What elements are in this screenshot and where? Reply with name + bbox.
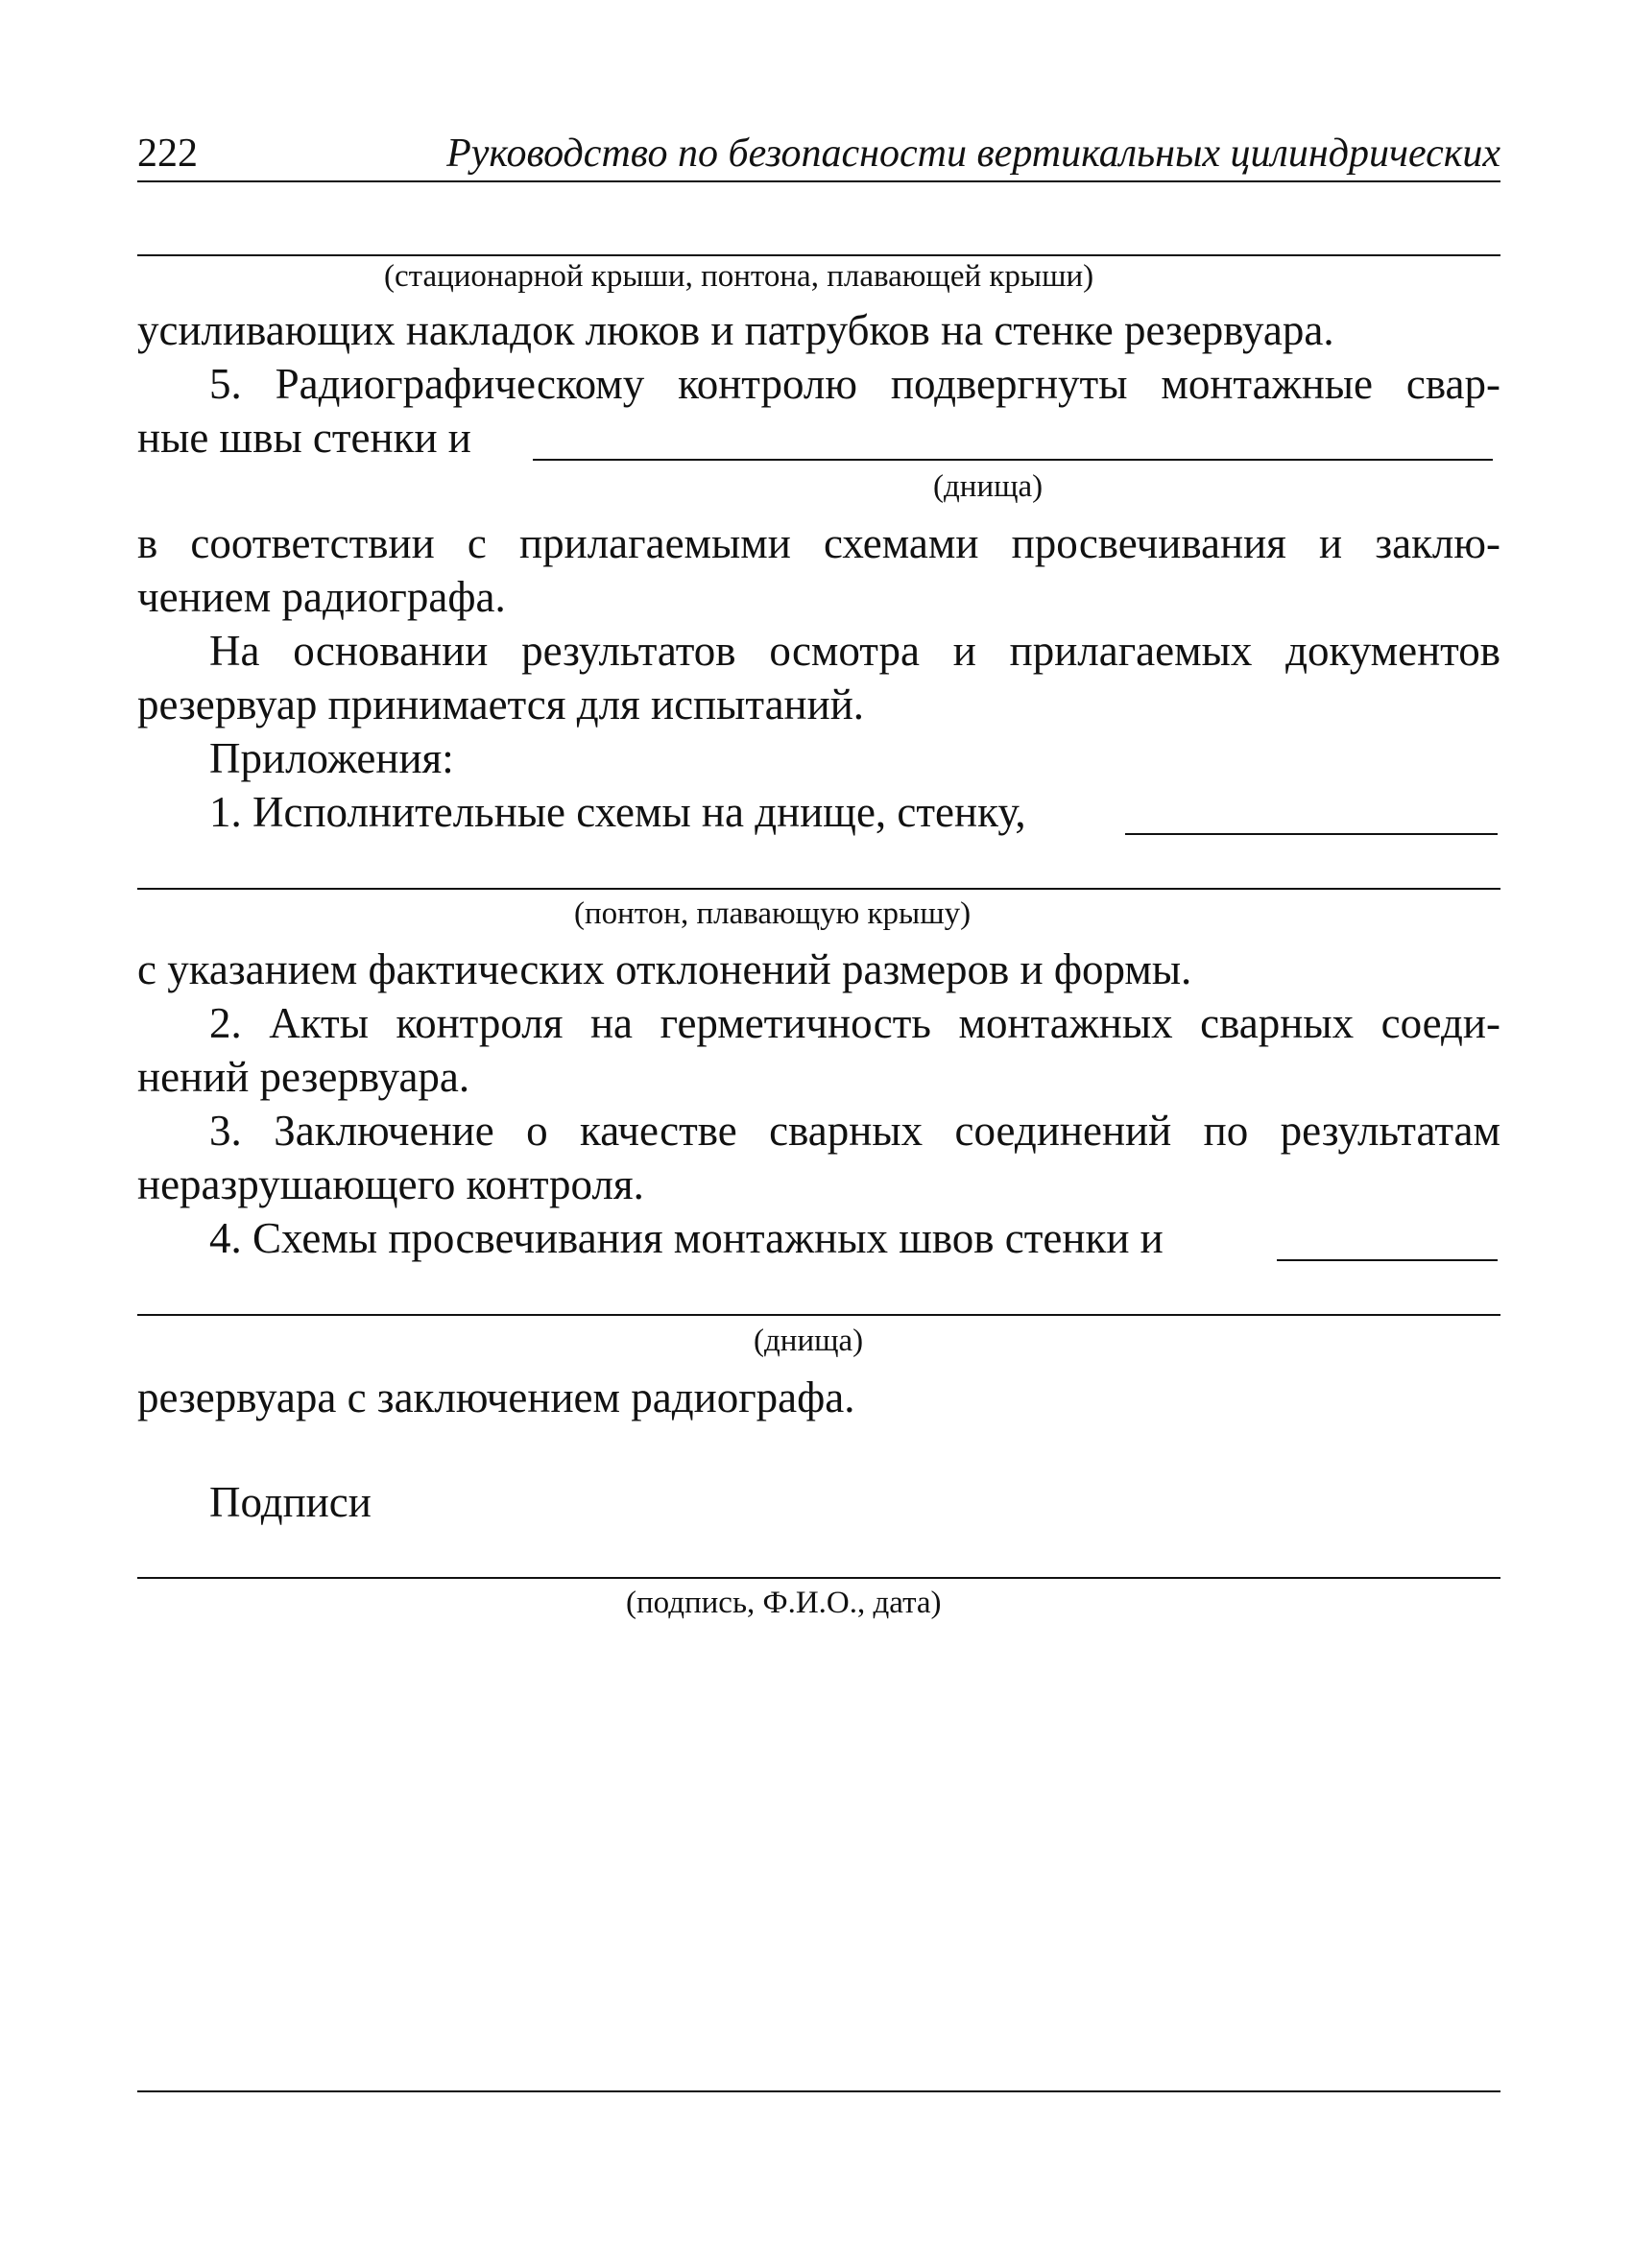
caption-bottom-2: (днища) (754, 1324, 864, 1358)
text-line: в соответствии с прилагаемыми схемами просвечивания и заклю- (137, 519, 1500, 567)
blank-line-appendix-4a (1277, 1259, 1498, 1261)
caption-bottom-1: (днища) (933, 469, 1044, 504)
caption-pontoon: (понтон, плавающую крышу) (574, 896, 972, 931)
page-number: 222 (137, 131, 198, 176)
blank-line-appendix-1b (137, 888, 1500, 890)
footer-rule (137, 2090, 1500, 2092)
running-title: Руководство по безопасности вертикальных цилиндрических (446, 131, 1500, 176)
blank-line-bottom-1 (533, 459, 1493, 461)
signatures-heading: Подписи (209, 1478, 372, 1526)
text-line: Приложения: (209, 734, 454, 782)
text-line: неразрушающего контроля. (137, 1160, 644, 1208)
signature-line (137, 1577, 1500, 1579)
page-header (137, 125, 1500, 182)
text-line: резервуар принимается для испытаний. (137, 680, 865, 728)
text-line: чением радиографа. (137, 573, 506, 621)
text-line: резервуара с заключением радиографа. (137, 1373, 855, 1421)
blank-line-appendix-1a (1125, 833, 1498, 835)
text-line: усиливающих накладок люков и патрубков на стенке резервуара. (137, 306, 1334, 354)
text-line: На основании результатов осмотра и прилагаемых документов (209, 627, 1500, 675)
text-line: 5. Радиографическому контролю подвергнуты монтажные свар- (209, 360, 1500, 408)
text-line: 1. Исполнительные схемы на днище, стенку, (209, 788, 1026, 836)
blank-line-roof (137, 254, 1500, 256)
header-rule (137, 180, 1500, 182)
text-line: ные швы стенки и (137, 414, 471, 462)
caption-signature: (подпись, Ф.И.О., дата) (626, 1586, 942, 1620)
text-line: с указанием фактических отклонений размеров и формы. (137, 945, 1192, 993)
blank-line-appendix-4b (137, 1314, 1500, 1316)
text-line: 3. Заключение о качестве сварных соединений по результатам (209, 1107, 1500, 1155)
text-line: нений резервуара. (137, 1053, 470, 1101)
text-line: 4. Схемы просвечивания монтажных швов стенки и (209, 1214, 1164, 1262)
caption-roof: (стационарной крыши, понтона, плавающей крыши) (384, 259, 1094, 294)
text-line: 2. Акты контроля на герметичность монтажных сварных соеди- (209, 999, 1500, 1047)
